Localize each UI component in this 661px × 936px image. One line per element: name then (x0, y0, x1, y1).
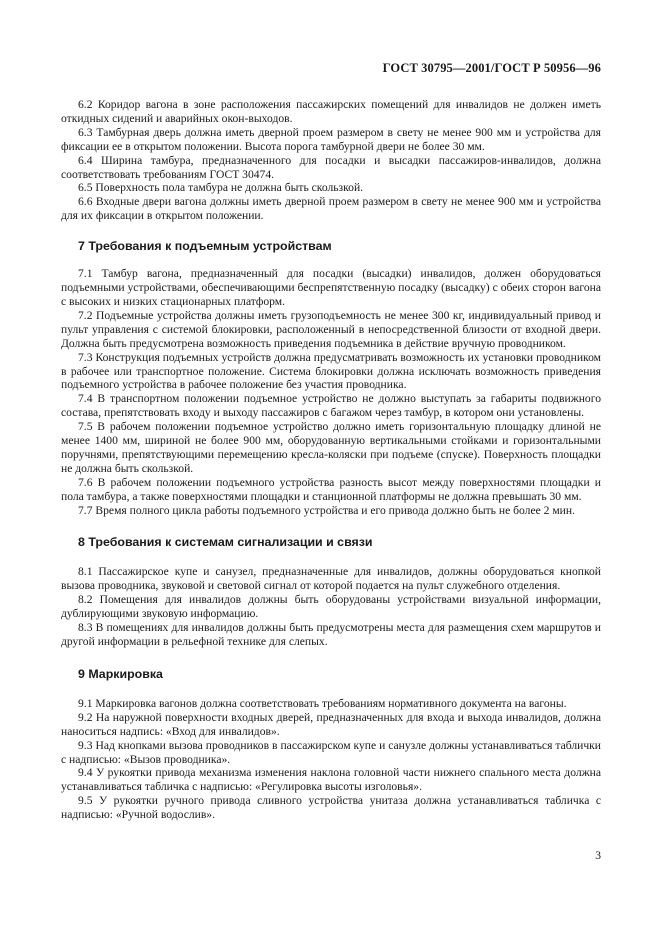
paragraph-9-2: 9.2 На наружной поверхности входных дверей, предназначенных для входа и выхода инвалидов, должна наноситься надпись: «Вход для инвалидов». (61, 710, 601, 738)
section-9 (61, 667, 601, 822)
paragraph-6-6: 6.6 Входные двери вагона должны иметь дверной проем размером в свету не менее 900 мм и устройства для их фиксации в открытом положении. (61, 195, 601, 223)
paragraph-8-2: 8.2 Помещения для инвалидов должны быть оборудованы устройствами визуальной информации, дублирующими звуковую информацию. (61, 593, 601, 621)
paragraph-6-2: 6.2 Коридор вагона в зоне расположения пассажирских помещений для инвалидов не должен иметь откидных сидений и аварийных окон-выходов. (61, 98, 601, 125)
section-7-title: 7 Требования к подъемным устройствам (78, 239, 332, 254)
paragraph-6-5: 6.5 Поверхность пола тамбура не должна быть скользкой. (78, 181, 364, 195)
paragraph-7-6: 7.6 В рабочем положении подъемного устройства разность высот между поверхностями площадки и пола тамбура, а также поверхностями площадки и станционной платформы не должна превышать 30 мм. (61, 475, 601, 503)
paragraph-8-1: 8.1 Пассажирское купе и санузел, предназначенные для инвалидов, должны оборудоваться кнопкой вызова проводника, звуковой и световой сигнал от которой подается на пульт служебного отделения. (61, 565, 601, 593)
section-6-continued (61, 98, 601, 223)
paragraph-7-7: 7.7 Время полного цикла работы подъемного устройства и его привода должно быть не более 2 мин. (78, 503, 575, 517)
paragraph-7-3: 7.3 Конструкция подъемных устройств должна предусматривать возможность их установки проводником в рабочее или транспортное положение. Система блокировки должна исключать возможность приведения подъемного устройства в рабочее положение без участия проводника. (61, 350, 601, 392)
paragraph-7-1: 7.1 Тамбур вагона, предназначенный для посадки (высадки) инвалидов, должен оборудоваться подъемными устройствами, обеспечивающими беспрепятственную посадку (высадку) с обеих сторон вагона с высоких и низких стационарных платформ. (61, 267, 601, 308)
paragraph-9-5: 9.5 У рукоятки ручного привода сливного устройства унитаза должна устанавливаться табличка с надписью: «Ручной водослив». (61, 794, 601, 822)
section-7 (61, 239, 601, 517)
paragraph-9-4: 9.4 У рукоятки привода механизма изменения наклона головной части нижнего спального места должна устанавливаться табличка с надписью: «Регулировка высоты изголовья». (61, 766, 601, 794)
paragraph-7-5: 7.5 В рабочем положении подъемное устройство должно иметь горизонтальную площадку длиной не менее 1400 мм, шириной не более 900 мм, оборудованную вертикальными стойками и горизонтальными поручнями, препятствующими перемещению кресла-коляски при подъеме (спуске). Поверхность площадки не должна быть скользкой. (61, 420, 601, 475)
section-9-title: 9 Маркировка (78, 666, 163, 681)
paragraph-7-2: 7.2 Подъемные устройства должны иметь грузоподъемность не менее 300 кг, индивидуальный привод и пульт управления с системой блокировки, расположенный в непосредственной близости от входной двери. Должна быть предусмотрена возможность приведения подъемника в действие вручную проводником. (61, 308, 601, 350)
document-body (61, 98, 601, 822)
paragraph-8-3: 8.3 В помещениях для инвалидов должны быть предусмотрены места для размещения схем маршрутов и другой информации в рельефной технике для слепых. (61, 621, 601, 648)
paragraph-6-4: 6.4 Ширина тамбура, предназначенного для посадки и высадки пассажиров-инвалидов, должна соответствовать требованиям ГОСТ 30474. (61, 153, 601, 181)
paragraph-9-3: 9.3 Над кнопками вызова проводников в пассажирском купе и санузле должны устанавливаться таблички с надписью: «Вызов проводника». (61, 738, 601, 766)
paragraph-9-1: 9.1 Маркировка вагонов должна соответствовать требованиям нормативного документа на вагоны. (78, 696, 567, 710)
section-8 (61, 535, 601, 648)
page-number: 3 (595, 849, 601, 862)
section-8-title: 8 Требования к системам сигнализации и связи (78, 535, 373, 550)
document-header: ГОСТ 30795—2001/ГОСТ Р 50956—96 (382, 61, 601, 75)
paragraph-7-4: 7.4 В транспортном положении подъемное устройство не должно выступать за габариты подвижного состава, препятствовать входу и выходу пассажиров с багажом через тамбур, в котором они установлены. (61, 392, 601, 420)
paragraph-6-3: 6.3 Тамбурная дверь должна иметь дверной проем размером в свету не менее 900 мм и устройства для фиксации ее в открытом положении. Высота порога тамбурной двери не более 30 мм. (61, 125, 601, 153)
